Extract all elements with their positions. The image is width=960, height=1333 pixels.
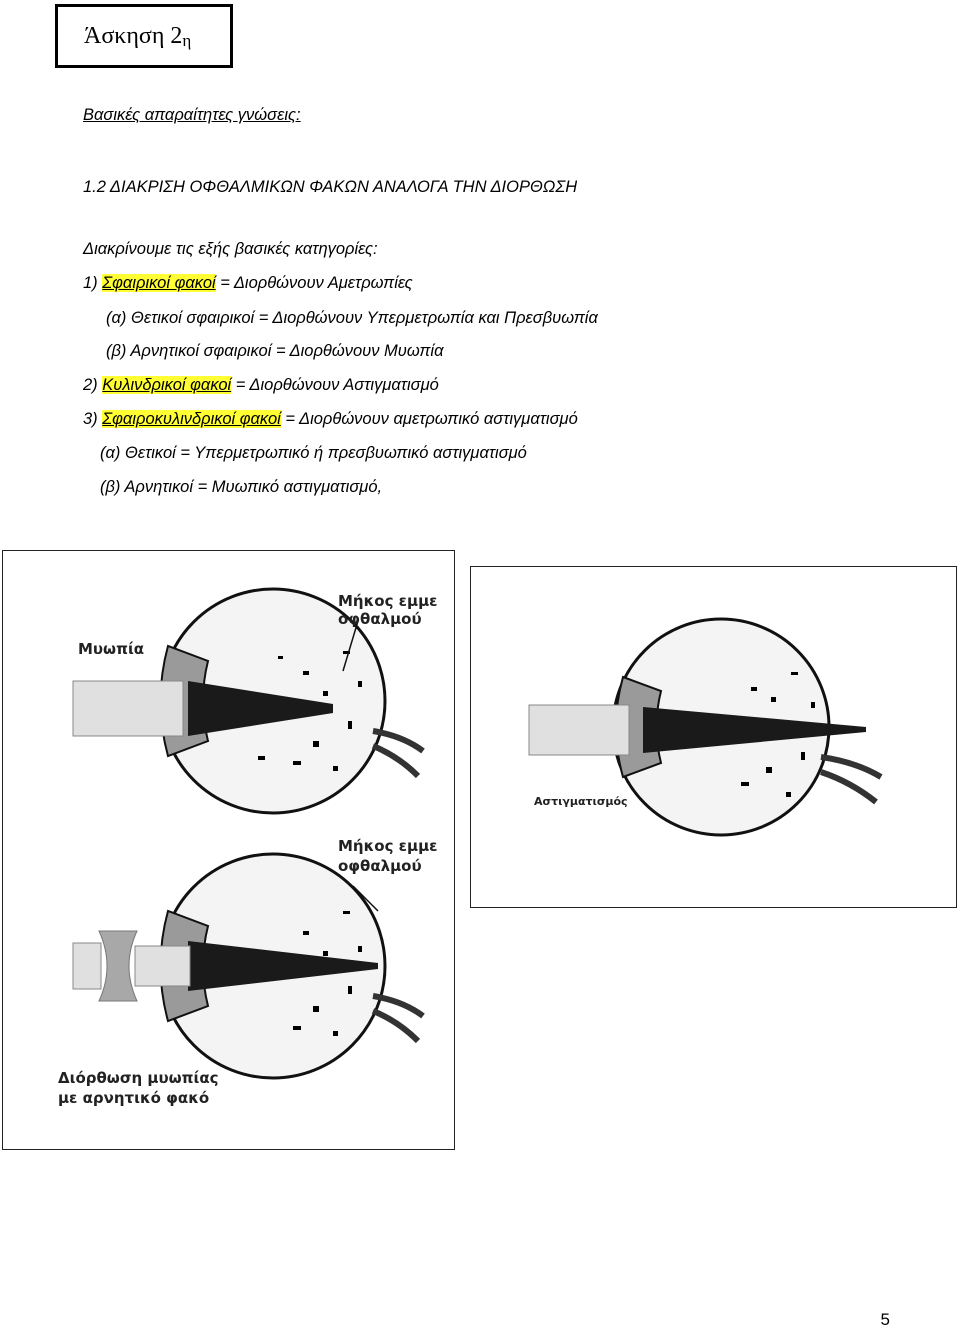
list-item-rest: = Διορθώνουν αμετρωπικό αστιγματισμό bbox=[280, 410, 578, 428]
list-item-positive-spherical: (α) Θετικοί σφαιρικοί = Διορθώνουν Υπερμετρωπία και Πρεσβυωπία bbox=[106, 309, 598, 327]
exercise-title-box bbox=[55, 4, 233, 68]
label-eye-length-2b: οφθαλμού bbox=[338, 857, 422, 875]
myopia-illustration bbox=[3, 551, 453, 1148]
highlighted-term: Σφαιρικοί φακοί bbox=[102, 274, 216, 292]
list-item-prefix: 2) bbox=[83, 376, 103, 394]
astigmatism-figure bbox=[470, 566, 957, 908]
list-item-rest: = Διορθώνουν Αμετρωπίες bbox=[215, 274, 413, 292]
list-item-spherocylindrical bbox=[83, 410, 578, 429]
list-item-negative-spherical: (β) Αρνητικοί σφαιρικοί = Διορθώνουν Μυωπία bbox=[106, 342, 444, 360]
label-eye-length-2a: Μήκος εμμε bbox=[338, 837, 438, 855]
basics-heading: Βασικές απαραίτητες γνώσεις: bbox=[83, 106, 301, 124]
list-item-prefix: 3) bbox=[83, 410, 103, 428]
label-astigmatism: Αστιγματισμός bbox=[534, 795, 628, 808]
label-correction-1: Διόρθωση μυωπίας bbox=[58, 1069, 219, 1087]
list-item-rest: = Διορθώνουν Αστιγματισμό bbox=[231, 376, 439, 394]
label-eye-length-1a: Μήκος εμμε bbox=[338, 592, 438, 610]
exercise-title: Άσκηση 2 bbox=[84, 23, 183, 49]
list-item-cylindrical bbox=[83, 376, 439, 395]
section-title: 1.2 ΔΙΑΚΡΙΣΗ ΟΦΘΑΛΜΙΚΩΝ ΦΑΚΩΝ ΑΝΑΛΟΓΑ ΤΗΝ ΔΙΟΡΘΩΣΗ bbox=[83, 178, 578, 196]
label-myopia: Μυωπία bbox=[78, 640, 145, 658]
intro-text: Διακρίνουμε τις εξής βασικές κατηγορίες: bbox=[83, 240, 378, 258]
highlighted-term: Σφαιροκυλινδρικοί φακοί bbox=[102, 410, 281, 428]
label-eye-length-1b: οφθαλμού bbox=[338, 610, 422, 628]
myopia-figure bbox=[2, 550, 455, 1150]
list-item-negative-sphcyl: (β) Αρνητικοί = Μυωπικό αστιγματισμό, bbox=[100, 478, 383, 496]
label-correction-2: με αρνητικό φακό bbox=[58, 1089, 210, 1107]
astigmatism-illustration bbox=[471, 567, 955, 906]
highlighted-term: Κυλινδρικοί φακοί bbox=[102, 376, 232, 394]
exercise-title-subscript: η bbox=[182, 31, 192, 50]
list-item-spherical bbox=[83, 274, 413, 293]
list-item-positive-sphcyl: (α) Θετικοί = Υπερμετρωπικό ή πρεσβυωπικό αστιγματισμό bbox=[100, 444, 527, 462]
page-number: 5 bbox=[880, 1310, 890, 1329]
list-item-prefix: 1) bbox=[83, 274, 103, 292]
myopia-eye-bottom bbox=[73, 854, 423, 1078]
